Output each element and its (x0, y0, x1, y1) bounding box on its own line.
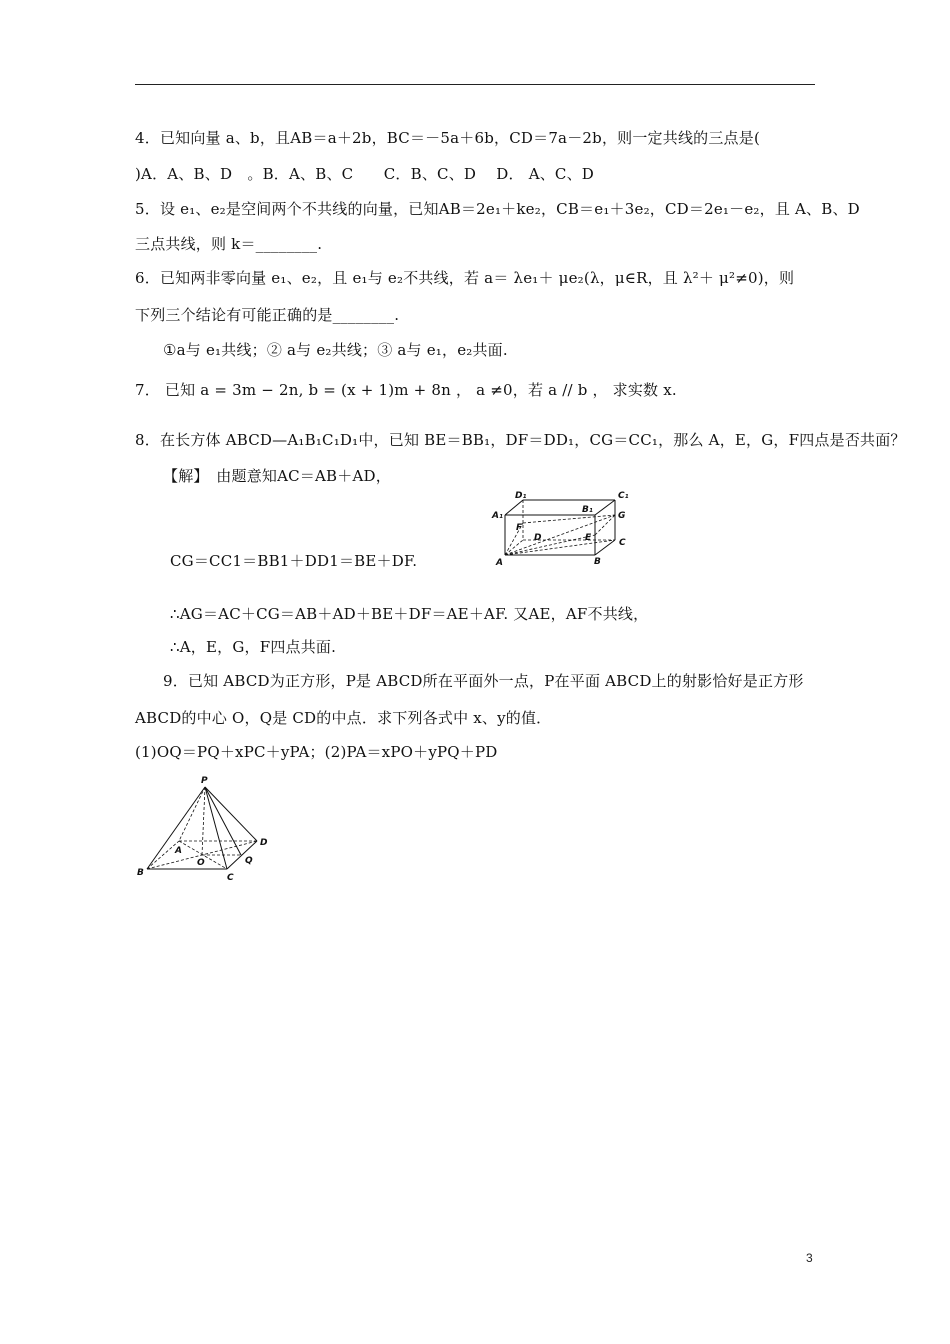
question-6-options: ①a与 e₁共线；② a与 e₂共线；③ a与 e₁，e₂共面. (163, 341, 508, 359)
label-d: D (534, 533, 542, 543)
page-number: 3 (806, 1251, 813, 1265)
label-f: F (516, 523, 523, 533)
label-b: B (594, 557, 601, 567)
label-o: O (197, 858, 205, 868)
solution-line-4: ∴A，E，G，F四点共面. (170, 638, 337, 656)
label-c: C (619, 538, 626, 548)
question-9-line-3: (1)OQ＝PQ＋xPC＋yPA；(2)PA＝xPO＋yPQ＋PD (135, 743, 498, 761)
question-9-line-1: 9．已知 ABCD为正方形，P是 ABCD所在平面外一点，P在平面 ABCD上的射影恰好是正方形 (163, 672, 804, 690)
label-a: A (496, 558, 503, 568)
question-5-line-1: 5．设 e₁、e₂是空间两个不共线的向量，已知AB＝2e₁＋ke₂，CB＝e₁＋3e₂，CD＝2e₁－e₂，且 A、B、D (135, 200, 860, 218)
solution-line-2: CG＝CC1＝BB1＋DD1＝BE＋DF. (170, 552, 418, 570)
label-p: P (201, 776, 208, 786)
label-g: G (618, 511, 626, 521)
question-4-line-1: 4．已知向量 a、b，且AB＝a＋2b，BC＝－5a＋6b，CD＝7a－2b，则一定共线的三点是( (135, 129, 761, 147)
solution-line-1: 【解】 由题意知AC＝AB＋AD， (163, 467, 391, 485)
label-q: Q (245, 856, 253, 866)
label-e: E (585, 533, 592, 543)
label-b: B (137, 868, 144, 878)
label-a: A (175, 846, 182, 856)
label-a1: A₁ (492, 511, 503, 521)
question-6-line-2: 下列三个结论有可能正确的是________. (135, 306, 400, 324)
question-4-options: )A．A、B、D 。B．A、B、C C．B、C、D D． A、C、D (135, 165, 595, 183)
question-5-line-2: 三点共线，则 k＝________. (135, 235, 323, 253)
question-6-line-1: 6．已知两非零向量 e₁、e₂，且 e₁与 e₂不共线，若 a＝ λe₁＋ μe₂(λ，μ∈R，且 λ²＋ μ²≠0)，则 (135, 269, 795, 287)
label-d: D (260, 838, 268, 848)
pyramid-figure (135, 773, 275, 883)
cuboid-figure (490, 490, 640, 570)
label-c1: C₁ (618, 491, 629, 501)
label-b1: B₁ (582, 505, 593, 515)
question-8: 8．在长方体 ABCD—A₁B₁C₁D₁中，已知 BE＝BB₁，DF＝DD₁，CG＝CC₁，那么 A，E，G，F四点是否共面？ (135, 431, 906, 449)
question-9-line-2: ABCD的中心 O，Q是 CD的中点．求下列各式中 x、y的值． (135, 709, 552, 727)
label-d1: D₁ (515, 491, 527, 501)
solution-line-3: ∴AG＝AC＋CG＝AB＋AD＋BE＋DF＝AE＋AF. 又AE，AF不共线， (170, 605, 649, 623)
label-c: C (227, 873, 234, 883)
header-rule (135, 84, 815, 85)
question-7: 7． 已知 a = 3m − 2n, b = (x + 1)m + 8n ， a ≠0，若 a // b ， 求实数 x. (135, 381, 677, 399)
